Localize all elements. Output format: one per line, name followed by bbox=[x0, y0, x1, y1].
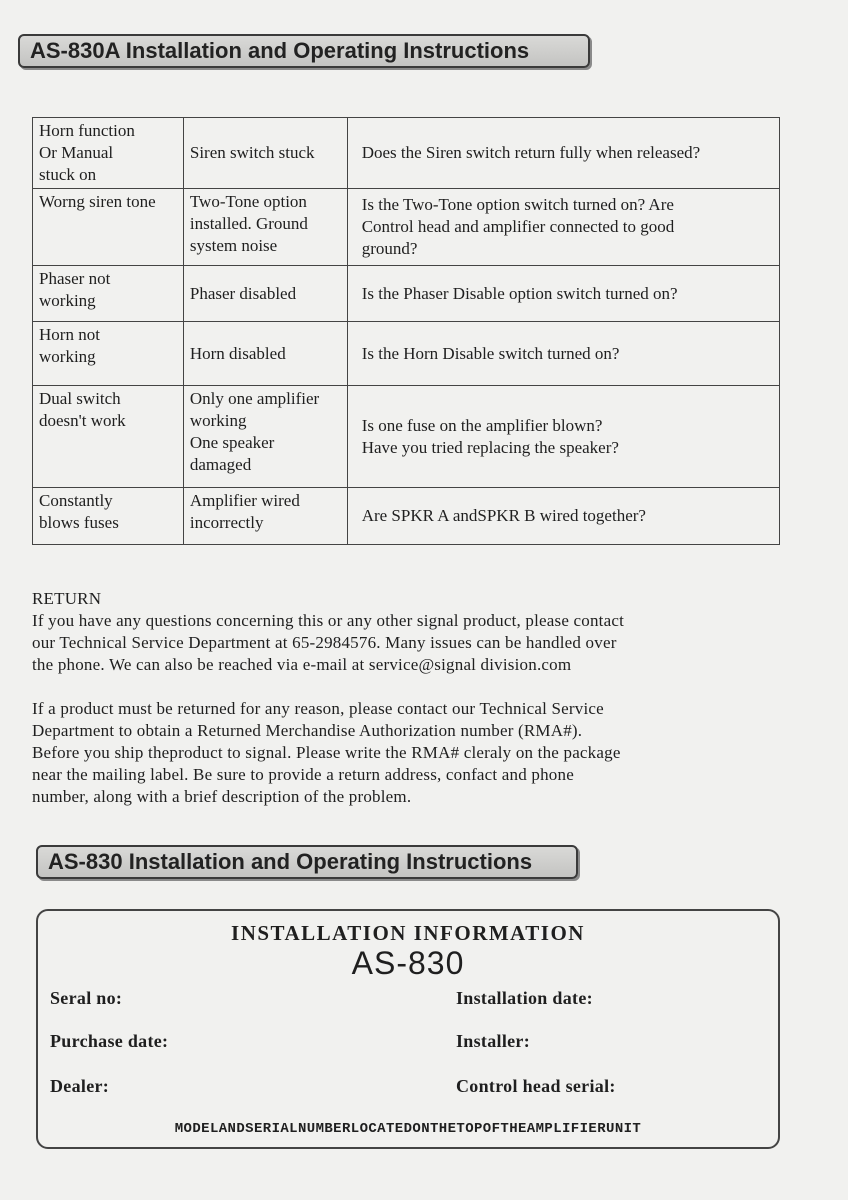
section-title-as830: AS-830 Installation and Operating Instructions bbox=[36, 845, 578, 879]
return-paragraph-2 bbox=[32, 698, 802, 808]
remedy-line: Is the Two-Tone option switch turned on? Are bbox=[361, 195, 674, 214]
symptom-line: Worng siren tone bbox=[39, 192, 156, 211]
cause-line: Siren switch stuck bbox=[189, 143, 315, 162]
return-paragraph-1 bbox=[32, 610, 802, 676]
remedy-line: Control head and amplifier connected to good bbox=[361, 217, 675, 236]
cause-line: Phaser disabled bbox=[189, 283, 297, 303]
paragraph-line: number, along with a brief description of the problem. bbox=[32, 787, 412, 806]
table-cell-symptom bbox=[33, 488, 184, 545]
installation-info-model: AS-830 bbox=[351, 945, 465, 981]
purchase-date-label: Purchase date: bbox=[50, 1031, 169, 1051]
paragraph-line: the phone. We can also be reached via e-mail at service@signal division.com bbox=[32, 655, 572, 674]
symptom-line: working bbox=[39, 291, 96, 310]
table-row bbox=[33, 118, 780, 189]
remedy-line: Is the Phaser Disable option switch turned on? bbox=[361, 283, 678, 303]
cause-line: Only one amplifier bbox=[189, 389, 320, 408]
table-row bbox=[33, 189, 780, 266]
table-row bbox=[33, 322, 780, 386]
table-cell-cause bbox=[183, 386, 347, 488]
installation-info-box bbox=[36, 909, 780, 1149]
table-cell-remedy bbox=[347, 189, 779, 266]
paragraph-line: Before you ship theproduct to signal. Please write the RMA# cleraly on the package bbox=[32, 743, 621, 762]
remedy-line: ground? bbox=[361, 239, 418, 258]
table-row bbox=[33, 488, 780, 545]
cause-line: system noise bbox=[189, 236, 278, 255]
table-row bbox=[33, 266, 780, 322]
remedy-line: Does the Siren switch return fully when released? bbox=[361, 143, 701, 162]
table-cell-cause bbox=[183, 118, 347, 189]
symptom-line: stuck on bbox=[39, 165, 97, 184]
table-cell-symptom bbox=[33, 118, 184, 189]
symptom-line: doesn't work bbox=[39, 411, 126, 430]
table-cell-cause bbox=[183, 322, 347, 386]
installation-info-footer: MODELANDSERIALNUMBERLOCATEDONTHETOPOFTHEAMPLIFIERUNIT bbox=[174, 1121, 642, 1137]
cause-line: working bbox=[189, 411, 247, 430]
paragraph-line: near the mailing label. Be sure to provide a return address, confact and phone bbox=[32, 765, 574, 784]
symptom-line: Or Manual bbox=[39, 143, 114, 162]
table-cell-symptom bbox=[33, 189, 184, 266]
symptom-line: working bbox=[39, 347, 96, 366]
dealer-label: Dealer: bbox=[50, 1076, 110, 1096]
paragraph-line: If a product must be returned for any reason, please contact our Technical Service bbox=[32, 699, 604, 718]
table-cell-remedy bbox=[347, 118, 779, 189]
table-row bbox=[33, 386, 780, 488]
remedy-line: Is one fuse on the amplifier blown? bbox=[361, 415, 603, 435]
installer-label: Installer: bbox=[456, 1031, 530, 1051]
table-cell-cause bbox=[183, 266, 347, 322]
control-head-serial-label: Control head serial: bbox=[456, 1076, 616, 1096]
cause-line: Horn disabled bbox=[189, 343, 286, 363]
cause-line: installed. Ground bbox=[189, 214, 308, 233]
symptom-line: blows fuses bbox=[39, 513, 119, 532]
return-heading: RETURN bbox=[32, 589, 102, 608]
symptom-line: Horn function bbox=[39, 121, 135, 140]
table-cell-symptom bbox=[33, 266, 184, 322]
symptom-line: Dual switch bbox=[39, 389, 121, 408]
cause-line: Amplifier wired bbox=[189, 491, 300, 510]
symptom-line: Horn not bbox=[39, 325, 100, 344]
table-cell-remedy bbox=[347, 266, 779, 322]
serial-number-label: Seral no: bbox=[50, 988, 123, 1008]
remedy-line: Is the Horn Disable switch turned on? bbox=[361, 343, 620, 363]
table-cell-remedy bbox=[347, 386, 779, 488]
paragraph-line: our Technical Service Department at 65-2984576. Many issues can be handled over bbox=[32, 633, 617, 652]
troubleshooting-table-body bbox=[33, 118, 780, 545]
paragraph-line: If you have any questions concerning this or any other signal product, please contact bbox=[32, 611, 624, 630]
table-cell-symptom bbox=[33, 386, 184, 488]
table-cell-cause bbox=[183, 488, 347, 545]
cause-line: incorrectly bbox=[189, 513, 264, 532]
table-cell-cause bbox=[183, 189, 347, 266]
troubleshooting-table bbox=[32, 117, 780, 545]
installation-info-title: INSTALLATION INFORMATION bbox=[231, 921, 585, 945]
table-cell-remedy bbox=[347, 322, 779, 386]
return-section bbox=[32, 588, 802, 808]
symptom-line: Phaser not bbox=[39, 269, 111, 288]
table-cell-symptom bbox=[33, 322, 184, 386]
paragraph-line: Department to obtain a Returned Merchandise Authorization number (RMA#). bbox=[32, 721, 583, 740]
remedy-line: Are SPKR A andSPKR B wired together? bbox=[361, 506, 646, 525]
cause-line: One speaker bbox=[189, 433, 275, 452]
section-title-as830a: AS-830A Installation and Operating Instructions bbox=[18, 34, 590, 68]
installation-date-label: Installation date: bbox=[456, 988, 593, 1008]
symptom-line: Constantly bbox=[39, 491, 113, 510]
table-cell-remedy bbox=[347, 488, 779, 545]
cause-line: Two-Tone option bbox=[189, 192, 307, 211]
remedy-line: Have you tried replacing the speaker? bbox=[361, 437, 619, 457]
cause-line: damaged bbox=[189, 455, 252, 474]
